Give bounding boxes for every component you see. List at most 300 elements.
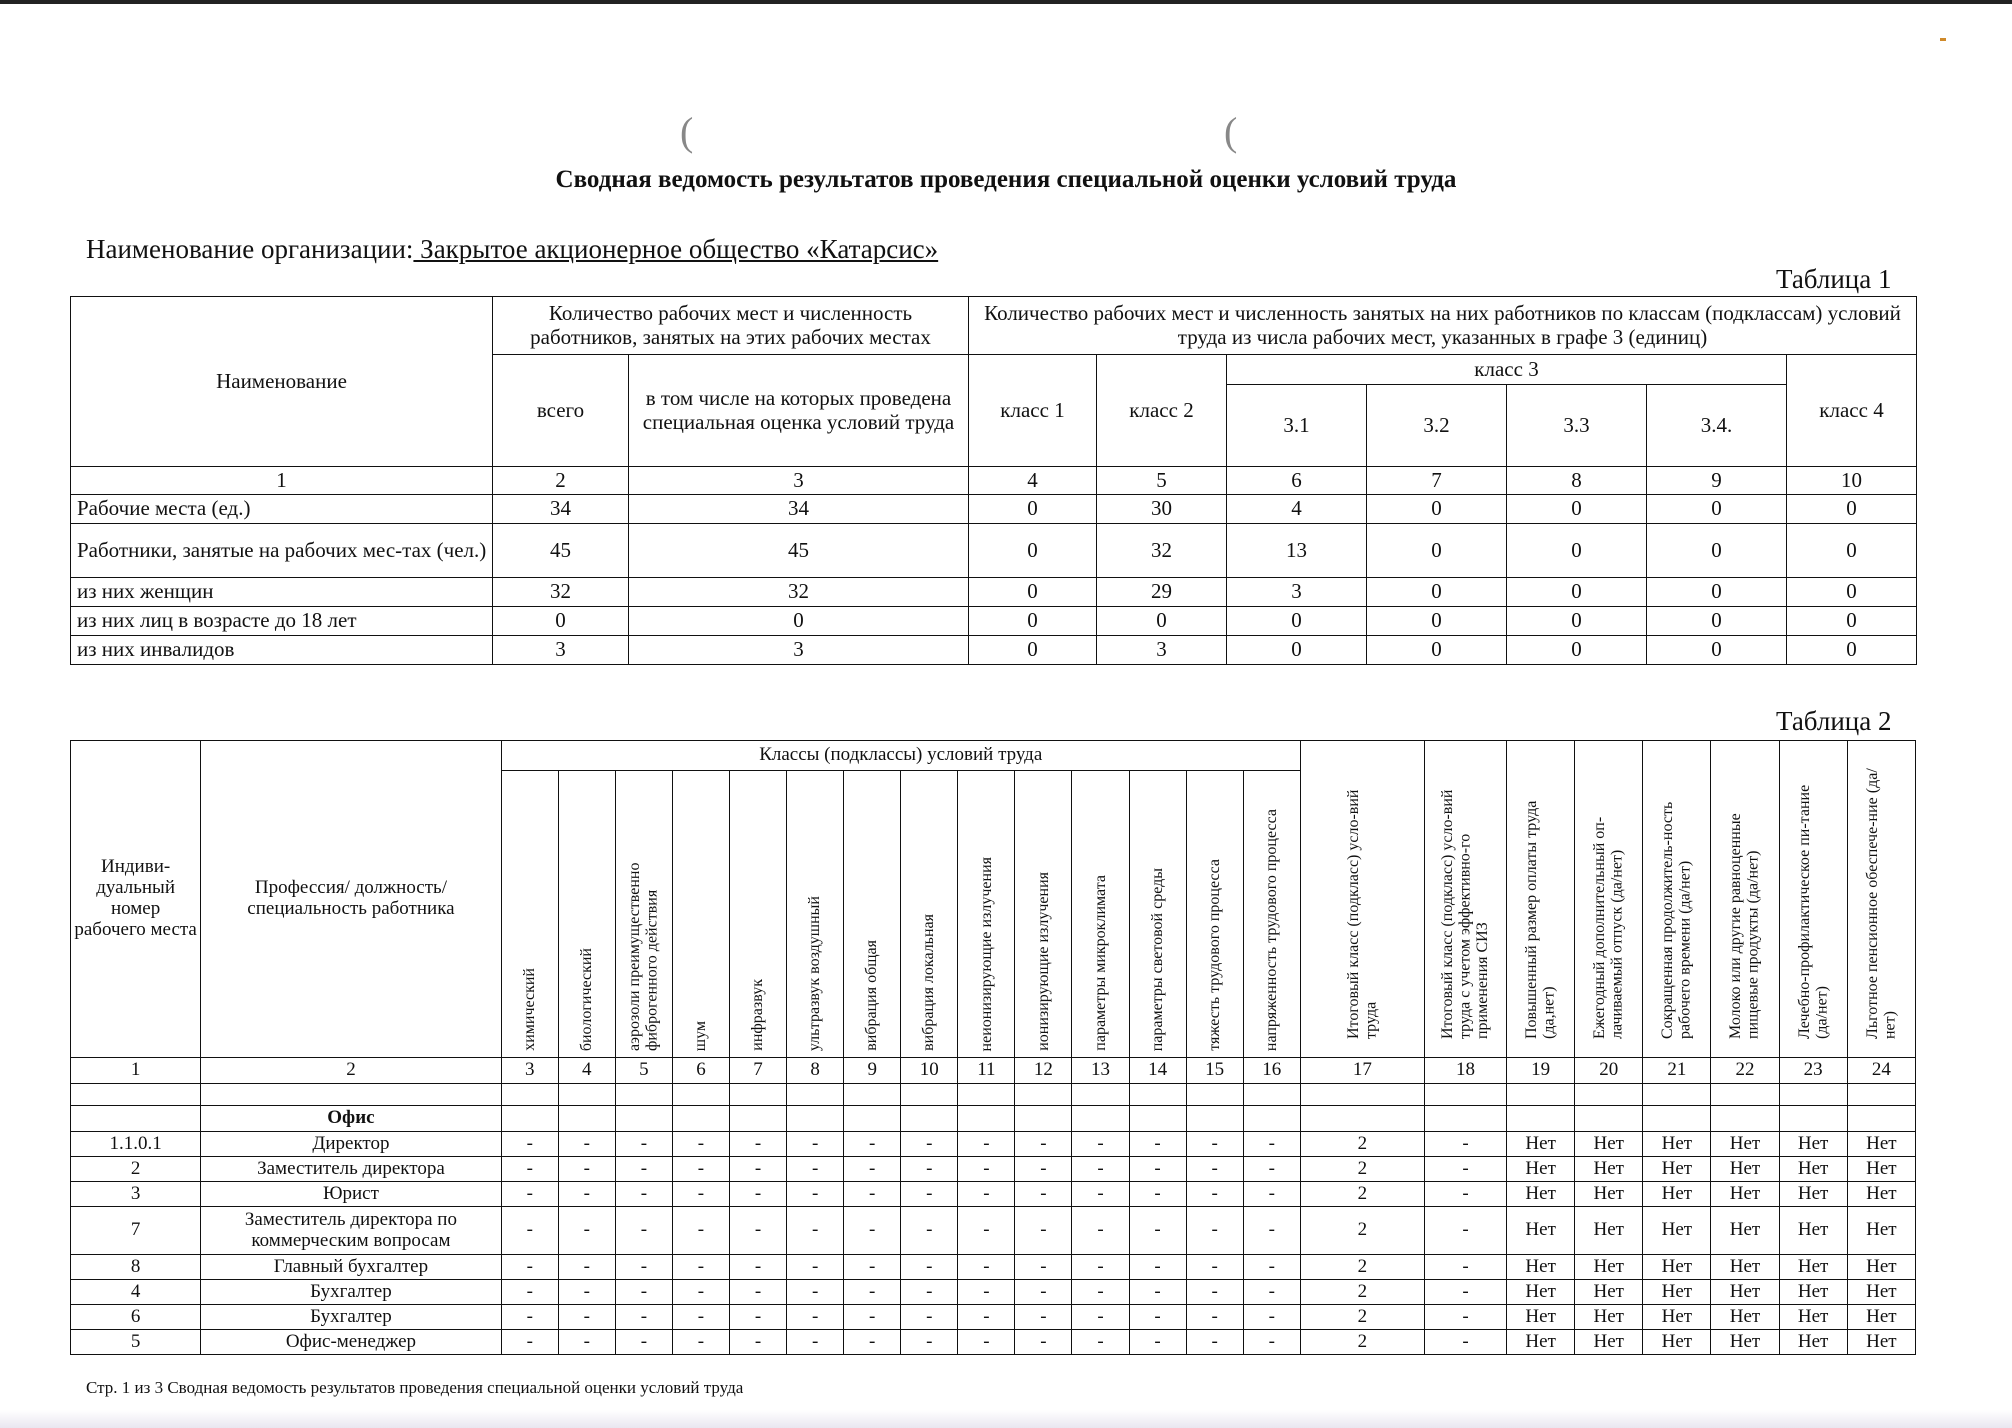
- column-number: 13: [1072, 1058, 1129, 1084]
- class4-header: класс 4: [1787, 355, 1917, 467]
- factor-value: -: [672, 1182, 729, 1207]
- row-value: 0: [969, 607, 1097, 636]
- column-number: 10: [901, 1058, 958, 1084]
- profession: Офис-менеджер: [201, 1330, 501, 1355]
- factor-value: -: [1129, 1207, 1186, 1255]
- table-row: [71, 636, 1917, 665]
- empty-row: [71, 1084, 1916, 1106]
- final-class: 2: [1300, 1280, 1424, 1305]
- factor-value: -: [787, 1132, 844, 1157]
- workplace-id: 4: [71, 1280, 201, 1305]
- extra-header: [1575, 741, 1643, 1058]
- factor-header-text: ионизирующие излучения: [1034, 872, 1052, 1051]
- factor-value: -: [958, 1207, 1015, 1255]
- guarantee-value: Нет: [1575, 1255, 1643, 1280]
- table-row: [71, 1182, 1916, 1207]
- factor-value: -: [1129, 1305, 1186, 1330]
- factor-value: -: [672, 1157, 729, 1182]
- factor-header: [1015, 771, 1072, 1058]
- factor-value: -: [958, 1255, 1015, 1280]
- factor-value: -: [1129, 1280, 1186, 1305]
- column-number: 9: [1647, 467, 1787, 495]
- column-number: 15: [1186, 1058, 1243, 1084]
- factor-value: -: [901, 1157, 958, 1182]
- factor-value: -: [1186, 1330, 1243, 1355]
- workplace-id: 7: [71, 1207, 201, 1255]
- guarantee-value: Нет: [1643, 1207, 1711, 1255]
- empty-cell: [958, 1084, 1015, 1106]
- factor-value: -: [1072, 1330, 1129, 1355]
- scan-artifact: (: [680, 109, 694, 154]
- extra-header: [1779, 741, 1847, 1058]
- guarantee-value: Нет: [1779, 1207, 1847, 1255]
- column-number: 2: [493, 467, 629, 495]
- organization-name: Закрытое акционерное общество «Катарсис»: [413, 234, 939, 264]
- row-value: 0: [1507, 495, 1647, 524]
- column-number: 18: [1424, 1058, 1506, 1084]
- guarantee-value: Нет: [1507, 1305, 1575, 1330]
- final-class-siz: -: [1424, 1305, 1506, 1330]
- row-value: 45: [493, 524, 629, 578]
- column-number: 3: [501, 1058, 558, 1084]
- factor-value: -: [501, 1182, 558, 1207]
- guarantee-value: Нет: [1575, 1207, 1643, 1255]
- row-value: 13: [1227, 524, 1367, 578]
- empty-cell: [71, 1106, 201, 1132]
- factor-header-text: вибрация общая: [863, 940, 881, 1051]
- row-value: 0: [1647, 607, 1787, 636]
- guarantee-value: Нет: [1779, 1280, 1847, 1305]
- column-number: 24: [1847, 1058, 1915, 1084]
- empty-cell: [1243, 1084, 1300, 1106]
- row-value: 0: [1647, 578, 1787, 607]
- factor-value: -: [501, 1305, 558, 1330]
- final-class-siz: -: [1424, 1255, 1506, 1280]
- factor-value: -: [844, 1305, 901, 1330]
- factor-header-text: напряженность трудового процесса: [1262, 808, 1280, 1051]
- empty-cell: [558, 1084, 615, 1106]
- empty-cell: [1643, 1084, 1711, 1106]
- table-row: [71, 578, 1917, 607]
- col-id-header: Индиви-дуальный номер рабочего места: [71, 741, 201, 1058]
- factor-value: -: [558, 1157, 615, 1182]
- guarantee-value: Нет: [1575, 1330, 1643, 1355]
- table-row: [71, 1207, 1916, 1255]
- empty-cell: [615, 1084, 672, 1106]
- factor-header-text: тяжесть трудового процесса: [1205, 859, 1223, 1051]
- row-value: 0: [1367, 607, 1507, 636]
- subclass-header: 3.2: [1367, 385, 1507, 467]
- empty-cell: [1711, 1106, 1779, 1132]
- guarantee-value: Нет: [1779, 1157, 1847, 1182]
- factor-value: -: [615, 1132, 672, 1157]
- profession: Бухгалтер: [201, 1305, 501, 1330]
- factor-value: -: [672, 1280, 729, 1305]
- col-prof-header: Профессия/ должность/ специальность работника: [201, 741, 501, 1058]
- factor-value: -: [672, 1255, 729, 1280]
- empty-cell: [1129, 1106, 1186, 1132]
- row-value: 0: [1787, 524, 1917, 578]
- factor-value: -: [901, 1330, 958, 1355]
- class2-header: класс 2: [1097, 355, 1227, 467]
- row-value: 3: [1097, 636, 1227, 665]
- factor-header: [615, 771, 672, 1058]
- factor-value: -: [501, 1132, 558, 1157]
- guarantee-value: Нет: [1847, 1157, 1915, 1182]
- scan-mark: [1940, 38, 1946, 41]
- factor-value: -: [1186, 1255, 1243, 1280]
- factor-value: -: [958, 1280, 1015, 1305]
- factor-value: -: [1072, 1157, 1129, 1182]
- column-number: 5: [615, 1058, 672, 1084]
- guarantee-value: Нет: [1779, 1330, 1847, 1355]
- factor-value: -: [901, 1255, 958, 1280]
- extra-header-text: Итоговый класс (подкласс) усло-вий труда: [1344, 789, 1380, 1039]
- factor-value: -: [958, 1330, 1015, 1355]
- factor-header-text: инфразвук: [749, 979, 767, 1051]
- empty-cell: [1072, 1106, 1129, 1132]
- factor-value: -: [1015, 1305, 1072, 1330]
- final-class-siz: -: [1424, 1157, 1506, 1182]
- empty-cell: [1711, 1084, 1779, 1106]
- row-value: 0: [1367, 524, 1507, 578]
- factor-header: [787, 771, 844, 1058]
- factor-value: -: [672, 1305, 729, 1330]
- factor-value: -: [1129, 1330, 1186, 1355]
- profession: Заместитель директора по коммерческим вопросам: [201, 1207, 501, 1255]
- factor-header-text: ультразвук воздушный: [806, 895, 824, 1051]
- table1-label: Таблица 1: [1776, 264, 1892, 294]
- empty-cell: [787, 1106, 844, 1132]
- guarantee-value: Нет: [1711, 1207, 1779, 1255]
- profession: Юрист: [201, 1182, 501, 1207]
- row-label: из них женщин: [71, 578, 493, 607]
- subclass-header: 3.3: [1507, 385, 1647, 467]
- empty-cell: [1575, 1084, 1643, 1106]
- column-number: 4: [558, 1058, 615, 1084]
- extra-header-text: Льготное пенсионное обеспече-ние (да/нет): [1863, 768, 1899, 1039]
- factor-value: -: [615, 1182, 672, 1207]
- subclass-header: 3.4.: [1647, 385, 1787, 467]
- guarantee-value: Нет: [1643, 1330, 1711, 1355]
- factor-value: -: [1072, 1255, 1129, 1280]
- table-row: [71, 1280, 1916, 1305]
- row-value: 0: [1507, 607, 1647, 636]
- column-number: 1: [71, 1058, 201, 1084]
- subclass-header: 3.1: [1227, 385, 1367, 467]
- factor-value: -: [501, 1157, 558, 1182]
- row-value: 32: [629, 578, 969, 607]
- class3-header: класс 3: [1227, 355, 1787, 385]
- guarantee-value: Нет: [1507, 1182, 1575, 1207]
- row-value: 0: [1647, 524, 1787, 578]
- empty-cell: [730, 1084, 787, 1106]
- final-class: 2: [1300, 1157, 1424, 1182]
- empty-cell: [1643, 1106, 1711, 1132]
- factor-header: [730, 771, 787, 1058]
- factor-header: [501, 771, 558, 1058]
- row-value: 0: [1787, 495, 1917, 524]
- factor-value: -: [730, 1255, 787, 1280]
- empty-cell: [558, 1106, 615, 1132]
- row-value: 0: [1227, 636, 1367, 665]
- section-title: Офис: [201, 1106, 501, 1132]
- row-value: 3: [493, 636, 629, 665]
- factor-header: [1129, 771, 1186, 1058]
- row-value: 0: [1097, 607, 1227, 636]
- factor-value: -: [901, 1182, 958, 1207]
- empty-cell: [1507, 1084, 1575, 1106]
- guarantee-value: Нет: [1847, 1305, 1915, 1330]
- factor-value: -: [1015, 1330, 1072, 1355]
- guarantee-value: Нет: [1779, 1132, 1847, 1157]
- empty-cell: [901, 1106, 958, 1132]
- profession: Главный бухгалтер: [201, 1255, 501, 1280]
- empty-cell: [1424, 1106, 1506, 1132]
- guarantee-value: Нет: [1507, 1207, 1575, 1255]
- guarantee-value: Нет: [1711, 1305, 1779, 1330]
- row-value: 3: [1227, 578, 1367, 607]
- table-row: [71, 1132, 1916, 1157]
- empty-cell: [1072, 1084, 1129, 1106]
- organization-line: [86, 234, 938, 265]
- factor-value: -: [501, 1207, 558, 1255]
- factor-value: -: [1186, 1157, 1243, 1182]
- row-value: 0: [1787, 636, 1917, 665]
- row-value: 34: [493, 495, 629, 524]
- factor-value: -: [901, 1132, 958, 1157]
- total-header: всего: [493, 355, 629, 467]
- table-row: [71, 1157, 1916, 1182]
- factor-value: -: [1243, 1305, 1300, 1330]
- factor-value: -: [958, 1132, 1015, 1157]
- table-row: [71, 495, 1917, 524]
- column-number: 7: [730, 1058, 787, 1084]
- column-number: 4: [969, 467, 1097, 495]
- row-value: 30: [1097, 495, 1227, 524]
- row-value: 3: [629, 636, 969, 665]
- empty-cell: [501, 1084, 558, 1106]
- factor-value: -: [730, 1157, 787, 1182]
- factor-value: -: [672, 1207, 729, 1255]
- factor-value: -: [558, 1207, 615, 1255]
- empty-cell: [1243, 1106, 1300, 1132]
- scan-top-edge: [0, 0, 2012, 4]
- table-row: [71, 1330, 1916, 1355]
- factor-value: -: [1072, 1207, 1129, 1255]
- factor-value: -: [730, 1330, 787, 1355]
- guarantee-value: Нет: [1847, 1132, 1915, 1157]
- organization-label: Наименование организации:: [86, 234, 414, 264]
- factor-value: -: [1015, 1255, 1072, 1280]
- column-number: 7: [1367, 467, 1507, 495]
- empty-cell: [1300, 1106, 1424, 1132]
- factor-value: -: [615, 1280, 672, 1305]
- factor-header: [1072, 771, 1129, 1058]
- workplace-id: 6: [71, 1305, 201, 1330]
- factor-header: [672, 771, 729, 1058]
- empty-cell: [1015, 1106, 1072, 1132]
- final-class-siz: -: [1424, 1280, 1506, 1305]
- factor-value: -: [1186, 1207, 1243, 1255]
- empty-cell: [1779, 1106, 1847, 1132]
- row-label: из них лиц в возрасте до 18 лет: [71, 607, 493, 636]
- factor-value: -: [1243, 1207, 1300, 1255]
- empty-cell: [615, 1106, 672, 1132]
- column-number: 11: [958, 1058, 1015, 1084]
- empty-cell: [901, 1084, 958, 1106]
- factor-value: -: [1243, 1330, 1300, 1355]
- empty-cell: [1575, 1106, 1643, 1132]
- factor-value: -: [1129, 1255, 1186, 1280]
- empty-cell: [844, 1106, 901, 1132]
- column-number: 6: [1227, 467, 1367, 495]
- profession: Бухгалтер: [201, 1280, 501, 1305]
- factor-value: -: [1243, 1182, 1300, 1207]
- extra-header: [1711, 741, 1779, 1058]
- column-number: 2: [201, 1058, 501, 1084]
- guarantee-value: Нет: [1779, 1182, 1847, 1207]
- empty-cell: [1507, 1106, 1575, 1132]
- factor-value: -: [1015, 1132, 1072, 1157]
- factor-value: -: [844, 1132, 901, 1157]
- empty-cell: [730, 1106, 787, 1132]
- guarantee-value: Нет: [1711, 1255, 1779, 1280]
- factor-value: -: [787, 1182, 844, 1207]
- factor-value: -: [844, 1255, 901, 1280]
- extra-header: [1847, 741, 1915, 1058]
- row-value: 45: [629, 524, 969, 578]
- guarantee-value: Нет: [1643, 1280, 1711, 1305]
- factor-value: -: [501, 1280, 558, 1305]
- table2-label: Таблица 2: [1776, 706, 1892, 736]
- factor-value: -: [672, 1132, 729, 1157]
- row-value: 0: [493, 607, 629, 636]
- empty-cell: [1779, 1084, 1847, 1106]
- row-value: 0: [1647, 495, 1787, 524]
- guarantee-value: Нет: [1643, 1132, 1711, 1157]
- guarantee-value: Нет: [1507, 1157, 1575, 1182]
- workplace-id: 5: [71, 1330, 201, 1355]
- guarantee-value: Нет: [1847, 1280, 1915, 1305]
- factor-header-text: параметры микроклимата: [1091, 875, 1109, 1051]
- row-label: Работники, занятые на рабочих мес-тах (чел.): [71, 524, 493, 578]
- column-number: 20: [1575, 1058, 1643, 1084]
- guarantee-value: Нет: [1779, 1305, 1847, 1330]
- factor-header: [844, 771, 901, 1058]
- group-a-header: Количество рабочих мест и численность работников, занятых на этих рабочих местах: [493, 297, 969, 355]
- group-b-header: Количество рабочих мест и численность занятых на них работников по классам (подклассам) условий труда из числа рабочих мест, указанных в графе 3 (единиц): [969, 297, 1917, 355]
- guarantee-value: Нет: [1575, 1305, 1643, 1330]
- column-number: 1: [71, 467, 493, 495]
- guarantee-value: Нет: [1847, 1330, 1915, 1355]
- workplace-id: 2: [71, 1157, 201, 1182]
- workplace-id: 1.1.0.1: [71, 1132, 201, 1157]
- row-value: 0: [1787, 607, 1917, 636]
- factor-value: -: [558, 1255, 615, 1280]
- row-label: Рабочие места (ед.): [71, 495, 493, 524]
- factor-value: -: [615, 1207, 672, 1255]
- guarantee-value: Нет: [1575, 1182, 1643, 1207]
- row-value: 0: [1227, 607, 1367, 636]
- factor-value: -: [558, 1280, 615, 1305]
- factor-value: -: [1186, 1280, 1243, 1305]
- guarantee-value: Нет: [1711, 1182, 1779, 1207]
- factor-value: -: [730, 1207, 787, 1255]
- factor-value: -: [787, 1305, 844, 1330]
- factor-value: -: [1186, 1182, 1243, 1207]
- factor-header-text: шум: [692, 1020, 710, 1051]
- empty-cell: [71, 1084, 201, 1106]
- final-class-siz: -: [1424, 1330, 1506, 1355]
- empty-cell: [1847, 1084, 1915, 1106]
- empty-cell: [1424, 1084, 1506, 1106]
- column-number: 10: [1787, 467, 1917, 495]
- empty-cell: [1847, 1106, 1915, 1132]
- guarantee-value: Нет: [1711, 1132, 1779, 1157]
- guarantee-value: Нет: [1643, 1305, 1711, 1330]
- factor-header-text: биологический: [578, 947, 595, 1051]
- summary-table: [70, 296, 1917, 665]
- extra-header: [1300, 741, 1424, 1058]
- factor-value: -: [787, 1157, 844, 1182]
- table-row: [71, 524, 1917, 578]
- empty-cell: [201, 1084, 501, 1106]
- extra-header-text: Повышенный размер оплаты труда (да,нет): [1523, 800, 1558, 1039]
- page-footer: Стр. 1 из 3 Сводная ведомость результатов проведения специальной оценки условий труда: [86, 1378, 744, 1397]
- factor-value: -: [501, 1255, 558, 1280]
- workplaces-table: [70, 740, 1916, 1355]
- factor-value: -: [1129, 1157, 1186, 1182]
- scan-bottom-edge: [0, 1410, 2012, 1428]
- row-value: 0: [1507, 578, 1647, 607]
- factor-value: -: [844, 1182, 901, 1207]
- factor-value: -: [1243, 1132, 1300, 1157]
- factor-value: -: [1186, 1132, 1243, 1157]
- guarantee-value: Нет: [1643, 1157, 1711, 1182]
- factor-header: [1243, 771, 1300, 1058]
- guarantee-value: Нет: [1779, 1255, 1847, 1280]
- extra-header: [1424, 741, 1506, 1058]
- factor-header-text: неионизирующие излучения: [977, 856, 995, 1051]
- factor-value: -: [615, 1157, 672, 1182]
- empty-cell: [1300, 1084, 1424, 1106]
- classes-header: Классы (подклассы) условий труда: [501, 741, 1300, 771]
- column-number: 12: [1015, 1058, 1072, 1084]
- factor-value: -: [672, 1330, 729, 1355]
- factor-header-text: аэрозоли преимущественно фиброгенного действия: [626, 862, 661, 1051]
- row-value: 0: [1787, 578, 1917, 607]
- factor-value: -: [901, 1207, 958, 1255]
- factor-value: -: [1015, 1280, 1072, 1305]
- scan-artifact: (: [1224, 109, 1238, 154]
- factor-value: -: [844, 1330, 901, 1355]
- column-number: 16: [1243, 1058, 1300, 1084]
- col-name-header: Наименование: [71, 297, 493, 467]
- factor-value: -: [844, 1157, 901, 1182]
- empty-cell: [1186, 1084, 1243, 1106]
- factor-value: -: [787, 1330, 844, 1355]
- column-number: 8: [787, 1058, 844, 1084]
- factor-value: -: [1072, 1132, 1129, 1157]
- class1-header: класс 1: [969, 355, 1097, 467]
- guarantee-value: Нет: [1643, 1182, 1711, 1207]
- profession: Заместитель директора: [201, 1157, 501, 1182]
- factor-value: -: [901, 1305, 958, 1330]
- guarantee-value: Нет: [1847, 1182, 1915, 1207]
- column-number: 8: [1507, 467, 1647, 495]
- extra-header-text: Ежегодный дополнительный оп-лачиваемый отпуск (да/нет): [1591, 816, 1626, 1039]
